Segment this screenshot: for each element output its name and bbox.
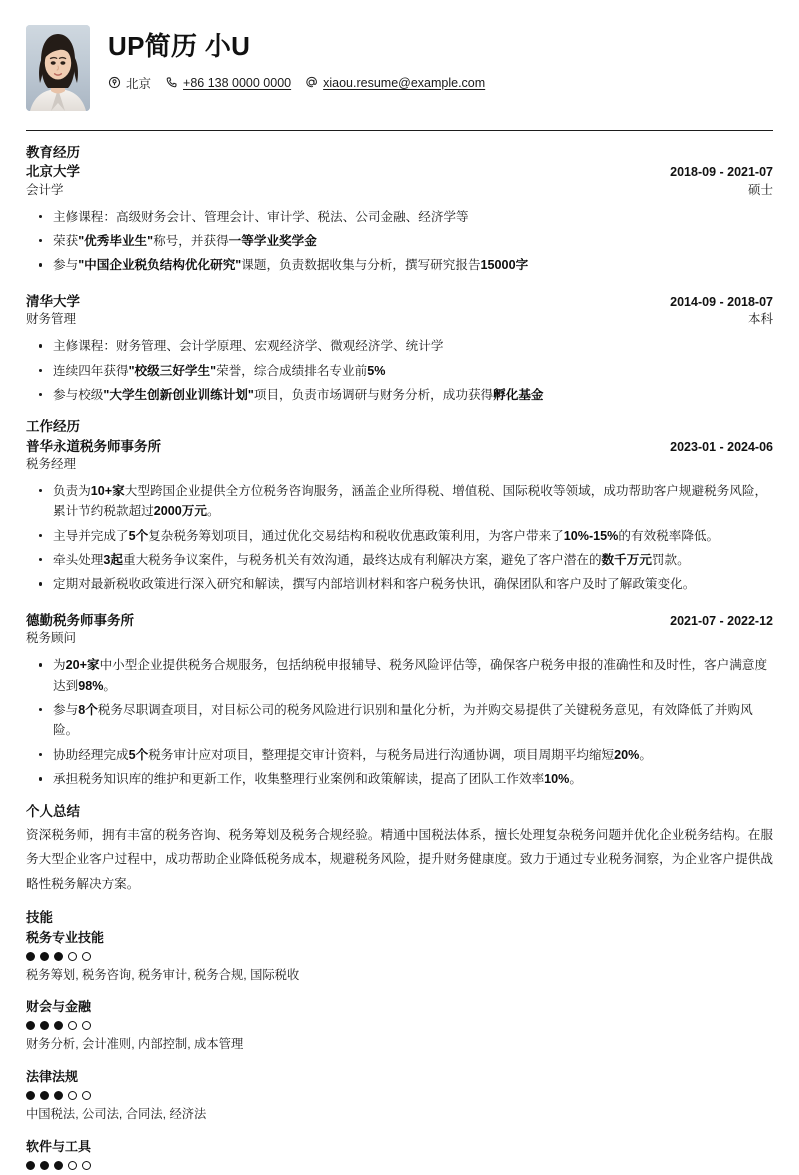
bullet-item: 定期对最新税收政策进行深入研究和解读，撰写内部培训材料和客户税务快讯，确保团队和客户及时了解政策变化。 bbox=[26, 574, 773, 594]
job-title: 税务经理 bbox=[26, 457, 77, 472]
section-education bbox=[26, 144, 773, 405]
skill-tags: 税务筹划, 税务咨询, 税务审计, 税务合规, 国际税收 bbox=[26, 967, 300, 982]
skill-dot-filled bbox=[26, 1091, 35, 1100]
company-name: 德勤税务师事务所 bbox=[26, 612, 134, 628]
section-title-summary: 个人总结 bbox=[26, 803, 80, 819]
resume-header bbox=[26, 25, 773, 111]
at-sign-icon bbox=[305, 76, 318, 89]
contact-location bbox=[108, 74, 151, 92]
skill-group bbox=[26, 1138, 773, 1170]
skill-dot-filled bbox=[26, 1161, 35, 1170]
bullet-item: 连续四年获得"校级三好学生"荣誉，综合成绩排名专业前5% bbox=[26, 361, 773, 381]
bullet-item: 主修课程：财务管理、会计学原理、宏观经济学、微观经济学、统计学 bbox=[26, 336, 773, 356]
section-title-skills: 技能 bbox=[26, 910, 53, 926]
skill-tags: 中国税法, 公司法, 合同法, 经济法 bbox=[26, 1107, 207, 1122]
contact-phone[interactable] bbox=[165, 76, 291, 90]
skill-dot-filled bbox=[26, 952, 35, 961]
skill-dot-filled bbox=[40, 952, 49, 961]
major: 会计学 bbox=[26, 182, 64, 197]
skill-group-name: 税务专业技能 bbox=[26, 929, 105, 945]
section-work bbox=[26, 418, 773, 789]
major: 财务管理 bbox=[26, 312, 77, 327]
bullet-item: 参与8个税务尽职调查项目，对目标公司的税务风险进行识别和量化分析，为并购交易提供了关键税务意见，有效降低了并购风险。 bbox=[26, 700, 773, 741]
header-text-block bbox=[108, 25, 773, 92]
skill-dot-filled bbox=[54, 1091, 63, 1100]
education-entry bbox=[26, 293, 773, 406]
skill-dot-empty bbox=[68, 1021, 77, 1030]
skill-dot-filled bbox=[26, 1021, 35, 1030]
bullet-list bbox=[26, 336, 773, 405]
skill-dot-empty bbox=[68, 1161, 77, 1170]
skill-dot-filled bbox=[40, 1161, 49, 1170]
skill-group-name: 法律法规 bbox=[26, 1068, 79, 1084]
work-entry bbox=[26, 438, 773, 595]
bullet-item: 主修课程：高级财务会计、管理会计、审计学、税法、公司金融、经济学等 bbox=[26, 207, 773, 227]
entry-date: 2021-07 - 2022-12 bbox=[670, 613, 773, 628]
skill-tags: 财务分析, 会计准则, 内部控制, 成本管理 bbox=[26, 1037, 244, 1052]
bullet-list bbox=[26, 481, 773, 595]
entry-head bbox=[26, 163, 773, 182]
skill-level-dots bbox=[26, 1161, 773, 1170]
bullet-list bbox=[26, 207, 773, 276]
bullet-item: 协助经理完成5个税务审计应对项目，整理提交审计资料，与税务局进行沟通协调，项目周期平均缩短20%。 bbox=[26, 745, 773, 765]
bullet-item: 为20+家中小型企业提供税务合规服务，包括纳税申报辅导、税务风险评估等，确保客户税务申报的准确性和及时性，客户满意度达到98%。 bbox=[26, 655, 773, 696]
skill-level-dots bbox=[26, 1091, 773, 1100]
skill-dot-filled bbox=[40, 1091, 49, 1100]
bullet-list bbox=[26, 655, 773, 789]
avatar bbox=[26, 25, 90, 111]
degree: 硕士 bbox=[747, 182, 773, 197]
education-entry bbox=[26, 163, 773, 276]
section-skills bbox=[26, 909, 773, 1169]
entry-sub bbox=[26, 311, 773, 329]
section-title-education: 教育经历 bbox=[26, 145, 80, 160]
skill-group bbox=[26, 929, 773, 985]
school-name: 北京大学 bbox=[26, 164, 80, 180]
contact-row bbox=[108, 74, 773, 92]
skill-level-dots bbox=[26, 1021, 773, 1030]
skill-group-name: 软件与工具 bbox=[26, 1138, 92, 1154]
skill-dot-empty bbox=[82, 952, 91, 961]
bullet-item: 荣获"优秀毕业生"称号，并获得一等学业奖学金 bbox=[26, 231, 773, 251]
entry-head bbox=[26, 438, 773, 457]
entry-sub bbox=[26, 456, 773, 474]
skill-dot-empty bbox=[82, 1091, 91, 1100]
entry-head bbox=[26, 293, 773, 312]
bullet-item: 牵头处理3起重大税务争议案件，与税务机关有效沟通，最终达成有利解决方案，避免了客户潜在的数千万元罚款。 bbox=[26, 550, 773, 570]
header-divider bbox=[26, 130, 773, 131]
work-entry bbox=[26, 612, 773, 790]
skill-dot-filled bbox=[54, 1021, 63, 1030]
bullet-item: 主导并完成了5个复杂税务筹划项目，通过优化交易结构和税收优惠政策利用，为客户带来了10%-15%的有效税率降低。 bbox=[26, 526, 773, 546]
degree: 本科 bbox=[747, 312, 773, 327]
email-text[interactable]: xiaou.resume@example.com bbox=[323, 75, 486, 90]
skill-group bbox=[26, 998, 773, 1054]
skill-dot-empty bbox=[68, 1091, 77, 1100]
section-summary bbox=[26, 803, 773, 897]
phone-text[interactable]: +86 138 0000 0000 bbox=[183, 75, 292, 90]
entry-head bbox=[26, 612, 773, 631]
person-name: UP简历 小U bbox=[108, 31, 251, 61]
bullet-item: 承担税务知识库的维护和更新工作，收集整理行业案例和政策解读，提高了团队工作效率10%。 bbox=[26, 769, 773, 789]
entry-date: 2018-09 - 2021-07 bbox=[670, 165, 773, 180]
summary-text: 资深税务师，拥有丰富的税务咨询、税务筹划及税务合规经验。精通中国税法体系，擅长处理复杂税务问题并优化企业税务结构。在服务大型企业客户过程中，成功帮助企业降低税务成本，规避税务风险，提升财务健康度。致力于通过专业税务洞察，为企业客户提供战略性税务解决方案。 bbox=[26, 827, 773, 891]
entry-sub bbox=[26, 630, 773, 648]
skill-dot-filled bbox=[40, 1021, 49, 1030]
entry-sub bbox=[26, 182, 773, 200]
company-name: 普华永道税务师事务所 bbox=[26, 438, 161, 454]
bullet-item: 参与"中国企业税负结构优化研究"课题，负责数据收集与分析，撰写研究报告15000字 bbox=[26, 255, 773, 275]
skill-dot-filled bbox=[54, 1161, 63, 1170]
entry-date: 2023-01 - 2024-06 bbox=[670, 439, 773, 454]
skill-dot-empty bbox=[82, 1161, 91, 1170]
contact-email[interactable] bbox=[305, 76, 485, 90]
location-text: 北京 bbox=[126, 76, 152, 91]
phone-icon bbox=[165, 76, 178, 89]
skill-group bbox=[26, 1068, 773, 1124]
bullet-item: 参与校级"大学生创新创业训练计划"项目，负责市场调研与财务分析，成功获得孵化基金 bbox=[26, 385, 773, 405]
bullet-item: 负责为10+家大型跨国企业提供全方位税务咨询服务，涵盖企业所得税、增值税、国际税收等领域，成功帮助客户规避税务风险，累计节约税款超过2000万元。 bbox=[26, 481, 773, 522]
skill-dot-empty bbox=[82, 1021, 91, 1030]
job-title: 税务顾问 bbox=[26, 631, 77, 646]
entry-date: 2014-09 - 2018-07 bbox=[670, 294, 773, 309]
skill-dot-empty bbox=[68, 952, 77, 961]
school-name: 清华大学 bbox=[26, 293, 80, 309]
skill-level-dots bbox=[26, 952, 773, 961]
skill-group-name: 财会与金融 bbox=[26, 999, 92, 1015]
section-title-work: 工作经历 bbox=[26, 419, 80, 435]
location-pin-icon bbox=[108, 76, 121, 89]
skill-dot-filled bbox=[54, 952, 63, 961]
